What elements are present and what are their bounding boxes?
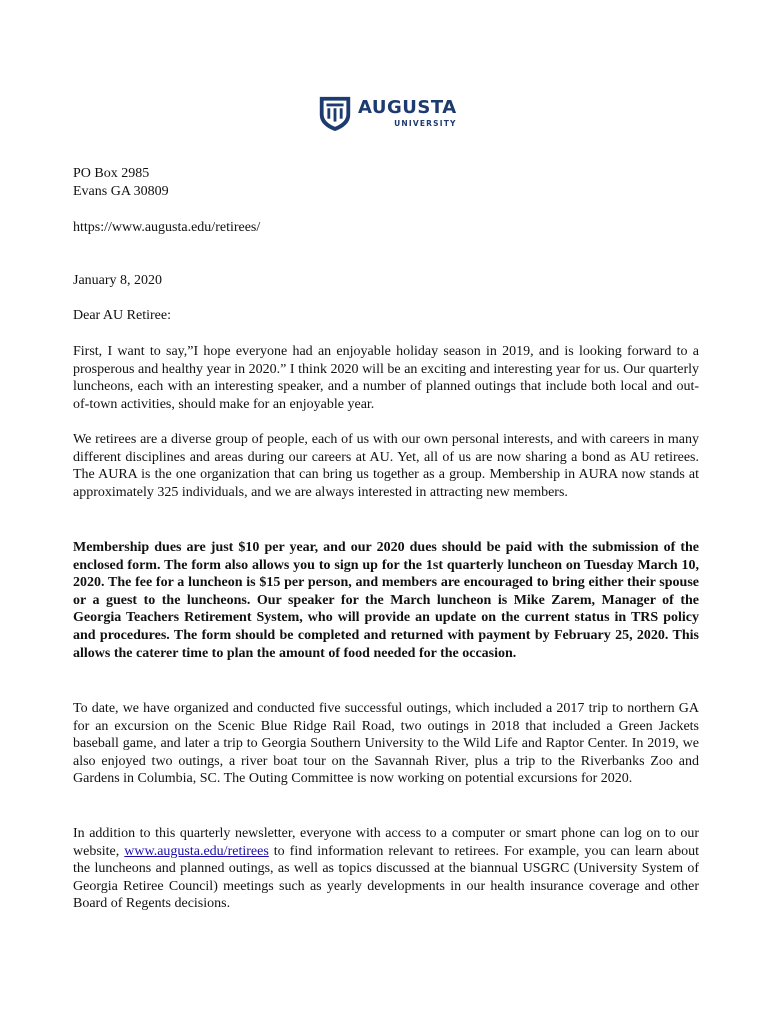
paragraph-greeting: First, I want to say,”I hope everyone had an enjoyable holiday season in 2019, and is looking forward to a prosperous and healthy year in 2020.” I think 2020 will be an exciting and interesting year for us. Our quarterly luncheons, each with an interesting speaker, and a number of planned outings that include both local and out-of-town activities, should make for an enjoyable year. <box>73 344 699 412</box>
augusta-shield-icon <box>316 94 354 132</box>
paragraph-outings: To date, we have organized and conducted five successful outings, which included a 2017 trip to northern GA for an excursion on the Scenic Blue Ridge Rail Road, two outings in 2018 that included a Green Jackets baseball game, and later a trip to Georgia Southern University to the Wild Life and Raptor Center. In 2019, we also enjoyed two outings, a river boat tour on the Savannah River, plus a trip to the Riverbanks Zoo and Gardens in Columbia, SC. The Outing Committee is now working on potential excursions for 2020. <box>73 701 699 787</box>
salutation: Dear AU Retiree: <box>73 308 171 323</box>
website-text-before: In addition to this quarterly newsletter, everyone with access to a computer or smart phone can log on to our website, <box>73 826 699 859</box>
mailing-address <box>73 165 699 200</box>
website-link[interactable]: www.augusta.edu/retirees <box>124 843 269 859</box>
address-line-2: Evans GA 30809 <box>73 183 169 199</box>
paragraph-website <box>73 825 699 913</box>
website-url: https://www.augusta.edu/retirees/ <box>73 220 261 235</box>
paragraph-membership-intro: We retirees are a diverse group of people, each of us with our own personal interests, and with careers in many different disciplines and areas during our careers at AU. Yet, all of us are now sharing a bond as AU retirees. The AURA is the one organization that can bring us together as a group. Membership in AURA now stands at approximately 325 individuals, and we are always interested in attracting new members. <box>73 432 699 500</box>
letter-date: January 8, 2020 <box>73 273 163 288</box>
address-line-1: PO Box 2985 <box>73 166 150 181</box>
website-text-after: to find information relevant to retirees. For example, you can learn about the luncheons and planned outings, as well as topics discussed at the biannual USGRC (University System of Georgia Retiree Council) meetings such as yearly developments in our health insurance coverage and other Board of Regents decisions. <box>73 843 699 912</box>
logo-subtitle: UNIVERSITY <box>394 119 457 128</box>
logo-name: AUGUSTA <box>358 97 457 118</box>
augusta-university-logo <box>316 94 457 132</box>
paragraph-dues: Membership dues are just $10 per year, and our 2020 dues should be paid with the submission of the enclosed form. The form also allows you to sign up for the 1st quarterly luncheon on Tuesday March 10, 2020. The fee for a luncheon is $15 per person, and members are encouraged to bring either their spouse or a guest to the luncheons. Our speaker for the March luncheon is Mike Zarem, Manager of the Georgia Teachers Retirement System, who will provide an update on the current status in TRS policy and procedures. The form should be completed and returned with payment by February 25, 2020. This allows the caterer time to plan the amount of food needed for the occasion. <box>73 540 699 661</box>
